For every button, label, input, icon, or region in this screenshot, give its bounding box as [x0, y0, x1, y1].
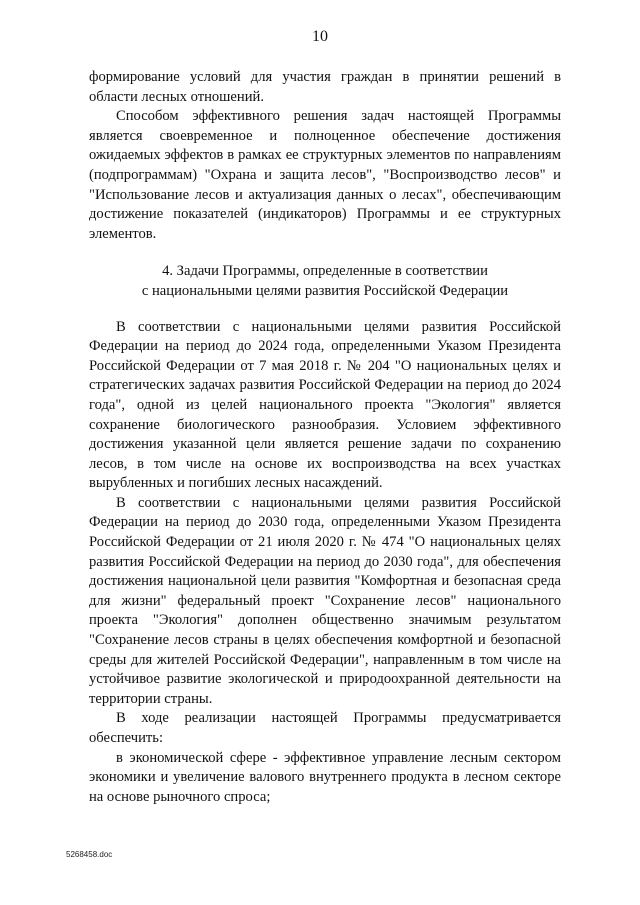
paragraph-3: В соответствии с национальными целями развития Российской Федерации на период до 2024 года, определенными Указом Президента Российской Федерации от 7 мая 2018 г. № 204 "О национальных целях и стратегических задачах развития Российской Федерации на период до 2024 года", одной из целей национального проекта "Экология" является сохранение биологического разнообразия. Условием эффективного достижения указанной цели является решение задачи по сохранению лесов, в том числе на основе их воспроизводства на всех участках вырубленных и погибших лесных насаждений.	[89, 318, 561, 492]
document-filename: 5268458.doc	[66, 850, 113, 859]
section-heading	[89, 262, 561, 301]
paragraph-4: В соответствии с национальными целями развития Российской Федерации на период до 2030 года, определенными Указом Президента Российской Федерации от 21 июля 2020 г. № 474 "О национальных целях развития Российской Федерации на период до 2030 года", для обеспечения достижения национальной цели развития "Комфортная и безопасная среда для жизни" федеральный проект "Сохранение лесов" национального проекта "Экология" дополнен общественно значимым результатом "Сохранение лесов страны в целях обеспечения комфортной и безопасной среды для жителей Российской Федерации", направленным в том числе на устойчивое развитие экологической и природоохранной деятельности на территории страны.	[89, 494, 561, 707]
section-heading-line-2: с национальными целями развития Российской Федерации	[141, 282, 509, 299]
document-body	[89, 68, 561, 807]
paragraph-2: Способом эффективного решения задач настоящей Программы является своевременное и полноценное обеспечение достижения ожидаемых эффектов в рамках ее структурных элементов по направлениям (подпрограммам) "Охрана и защита лесов", "Воспроизводство лесов" и "Использование лесов и актуализация данных о лесах", обеспечивающим достижение показателей (индикаторов) Программы и ее структурных элементов.	[89, 108, 561, 242]
paragraph-5: В ходе реализации настоящей Программы предусматривается обеспечить:	[89, 710, 561, 746]
paragraph-6: в экономической сфере - эффективное управление лесным сектором экономики и увеличение валового внутреннего продукта в лесном секторе на основе рыночного спроса;	[89, 749, 561, 805]
section-heading-line-1: 4. Задачи Программы, определенные в соответствии	[162, 263, 488, 280]
paragraph-1: формирование условий для участия граждан в принятии решений в области лесных отношений.	[89, 69, 561, 105]
page-number: 10	[312, 28, 328, 45]
